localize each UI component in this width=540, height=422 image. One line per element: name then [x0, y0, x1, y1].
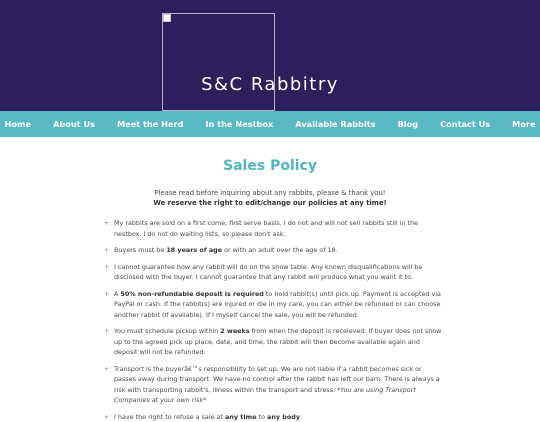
- policy-italic-text: *You are using Transport Companies at your own risk*: [114, 386, 416, 405]
- policy-text: You must schedule pickup within: [114, 327, 220, 335]
- policy-text: from when the deposit is receieved. If buyer does not show up to the agreed pick up place, date, and time, the rabbit will then become available again and deposit will not be refunded.: [114, 327, 441, 356]
- policy-bold-text: 50% non-refundable deposit is required: [120, 290, 263, 298]
- policy-item-age: [104, 245, 444, 256]
- site-header: [0, 0, 540, 111]
- policy-bold-text: 2 weeks: [220, 327, 249, 335]
- main-content: [0, 158, 540, 422]
- main-nav: [0, 111, 540, 137]
- site-title[interactable]: S&C Rabbitry: [0, 74, 540, 95]
- policy-text: A: [114, 290, 120, 298]
- bullet-icon: +: [104, 364, 109, 375]
- policy-bold-text: any time: [225, 413, 257, 421]
- policy-item-first-come: [104, 218, 444, 239]
- bullet-icon: +: [104, 412, 109, 422]
- page-title: Sales Policy: [0, 158, 540, 180]
- policy-item-show-table: [104, 262, 444, 283]
- nav-home[interactable]: Home: [4, 119, 31, 129]
- policy-text: to: [257, 413, 267, 421]
- policy-list: [0, 218, 444, 422]
- bullet-icon: +: [104, 245, 109, 256]
- policy-text: Buyers must be: [114, 246, 166, 254]
- intro-text: [0, 188, 540, 208]
- intro-line-1: Please read before inquiring about any rabbits, please & thank you!: [0, 188, 540, 198]
- bullet-icon: +: [104, 262, 109, 273]
- policy-text: to hold rabbit(s) until pick up. Payment is accepted via PayPal or cash. If the rabbit(s) are injured or die in my care, you can either be refunded or can choose another rabbit (if available). If I myself cancel the sale, you will be refunded.: [114, 290, 441, 319]
- bullet-icon: +: [104, 326, 109, 337]
- bullet-icon: +: [104, 218, 109, 229]
- nav-blog[interactable]: Blog: [398, 119, 419, 129]
- nav-meet-the-herd[interactable]: Meet the Herd: [117, 119, 183, 129]
- nav-available-rabbits[interactable]: Available Rabbits: [295, 119, 375, 129]
- nav-contact-us[interactable]: Contact Us: [440, 119, 490, 129]
- policy-text: Transport is the buyerâ€™s responsibility to set up. We are not liable if a rabbit becomes sick or passes away during transport. We have no control after the rabbit has left our barn. There is always a risk with transporting rabbit's, illness within the transport and stress.: [114, 365, 440, 394]
- policy-item-deposit: [104, 289, 444, 321]
- logo-image-placeholder[interactable]: [162, 13, 275, 111]
- policy-text: My rabbits are sold on a first come, first serve basis. I do not and will not sell rabbits still in the nestbox. I do not do waiting lists, so please don't ask.: [114, 219, 418, 238]
- policy-item-pickup: [104, 326, 444, 358]
- policy-text: .: [300, 413, 302, 421]
- nav-more[interactable]: More: [512, 119, 535, 129]
- policy-text: I have the right to refuse a sale at: [114, 413, 225, 421]
- nav-in-the-nestbox[interactable]: In the Nestbox: [205, 119, 273, 129]
- policy-text: or with an adult over the age of 18.: [222, 246, 338, 254]
- nav-about-us[interactable]: About Us: [53, 119, 95, 129]
- bullet-icon: +: [104, 289, 109, 300]
- policy-item-refuse-sale: [104, 412, 444, 422]
- intro-line-2: We reserve the right to edit/change our policies at any time!: [0, 198, 540, 208]
- policy-item-transport: [104, 364, 444, 406]
- broken-image-icon: [163, 14, 171, 22]
- policy-bold-text: 18 years of age: [166, 246, 222, 254]
- policy-bold-text: any body: [267, 413, 300, 421]
- policy-text: I cannot guarantee how any rabbit will do on the show table. Any known disqualifications will be disclosed with the buyer. I cannot guarantee that any rabbit will produce what you want it to.: [114, 263, 422, 282]
